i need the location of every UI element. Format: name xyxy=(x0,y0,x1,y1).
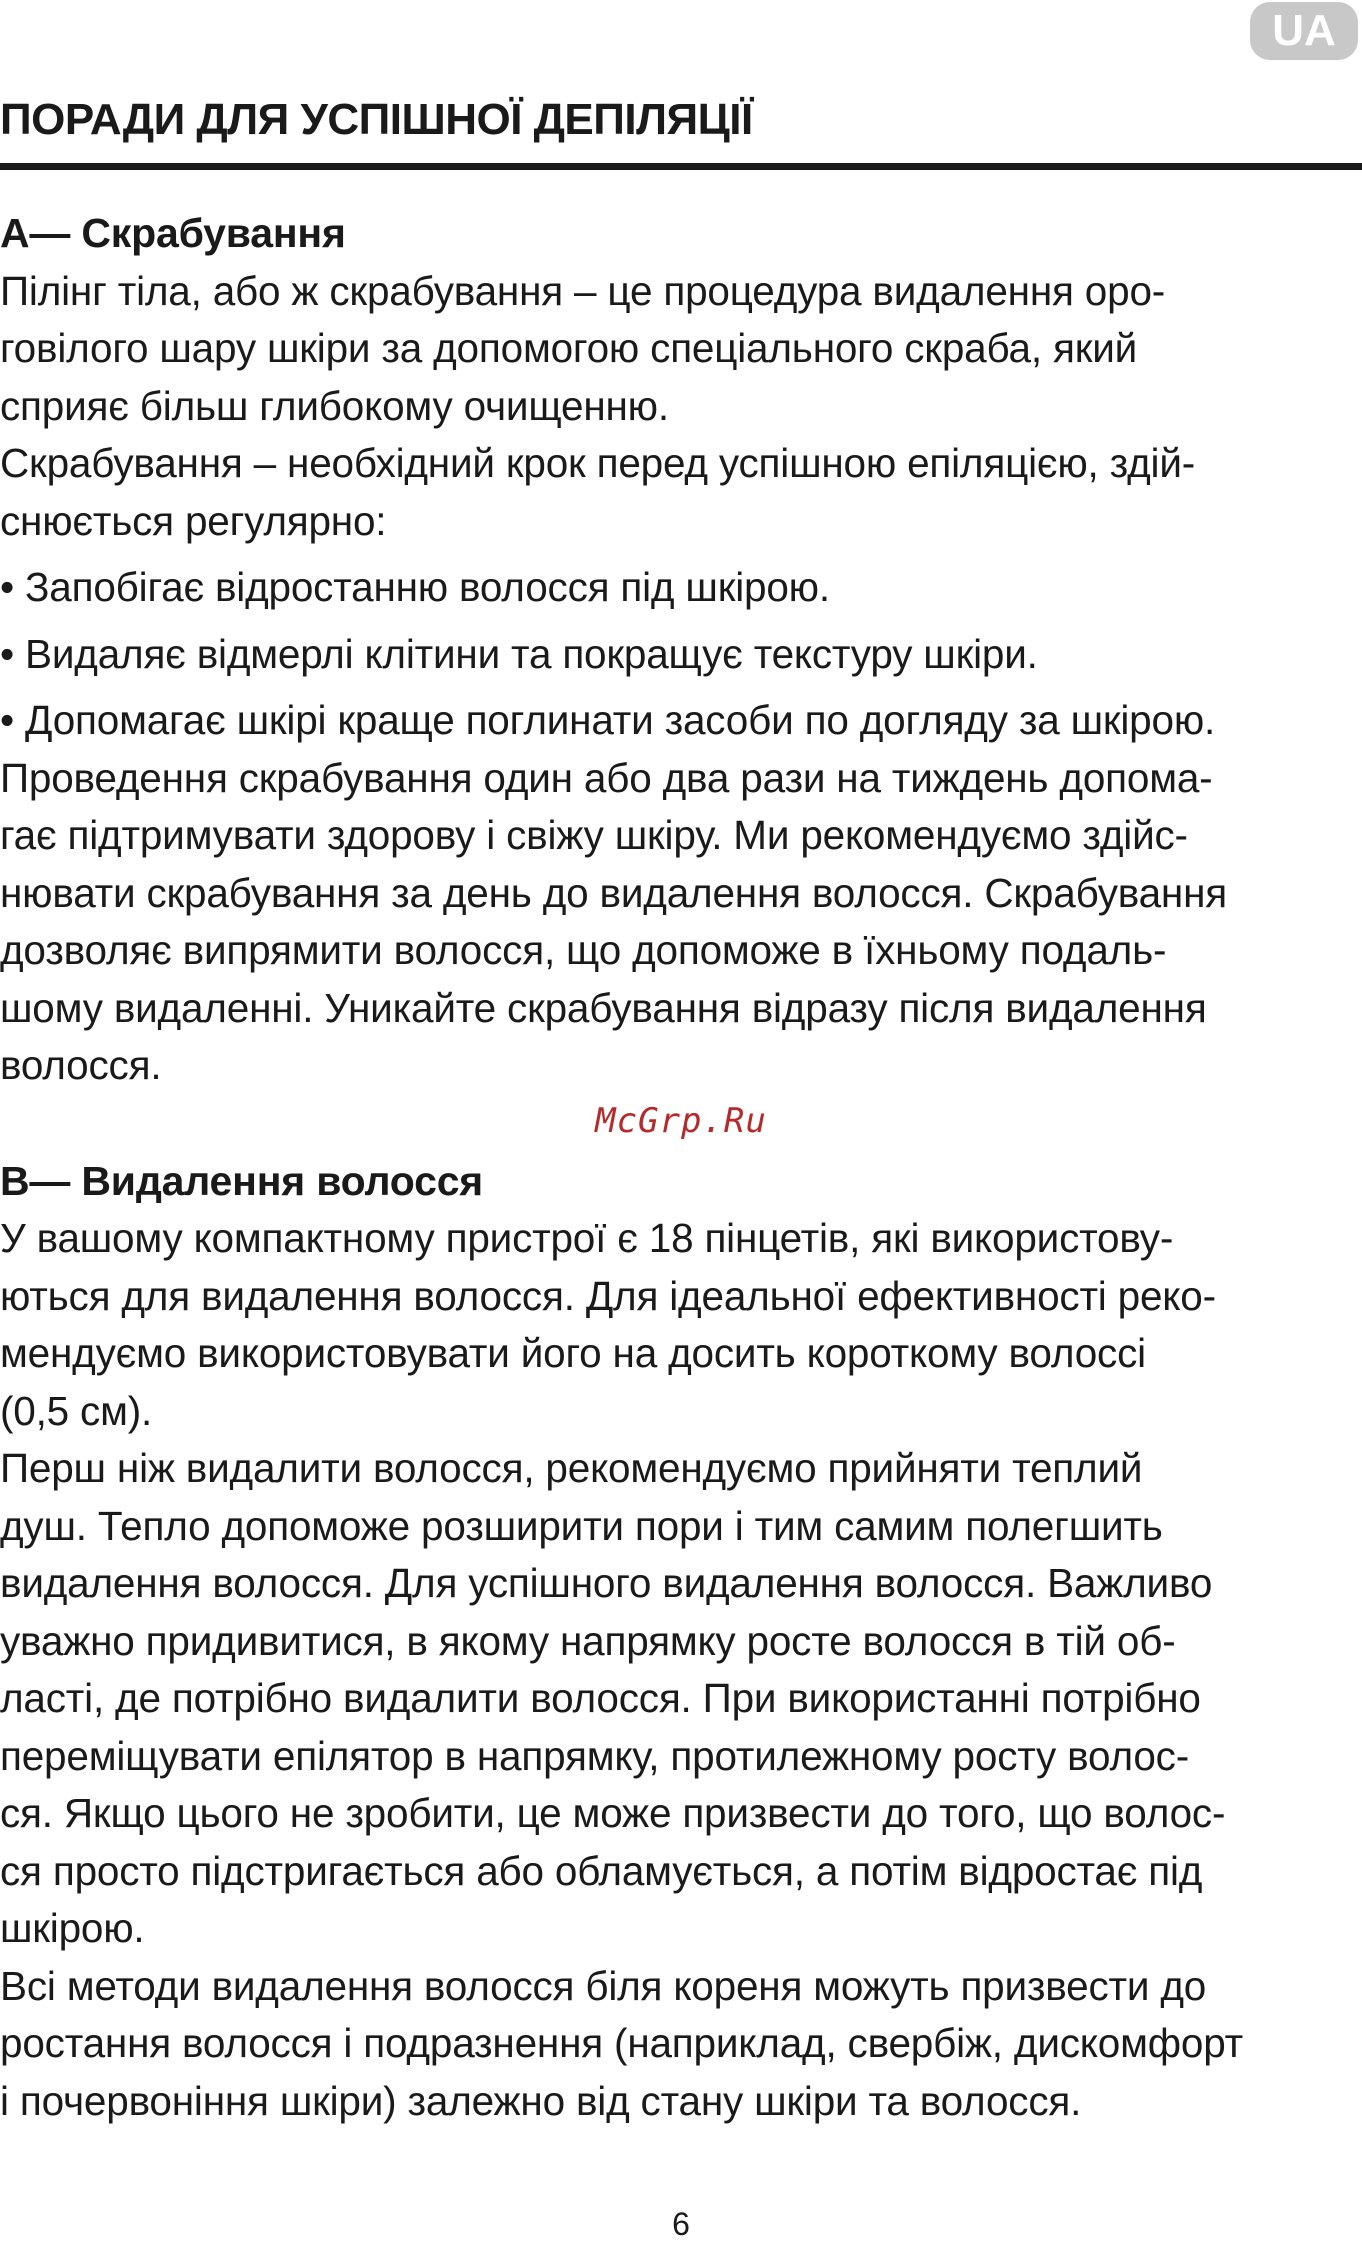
text-line: гає підтримувати здорову і свіжу шкіру. Ми рекомендуємо здійс- xyxy=(0,812,1188,858)
text-line: дозволяє випрямити волосся, що допоможе в їхньому подаль- xyxy=(0,927,1167,973)
text-line: сприяє більш глибокому очищенню. xyxy=(0,382,669,429)
language-badge: UA xyxy=(1250,2,1358,60)
text-line: шкірою. xyxy=(0,1905,145,1951)
section-scrubbing xyxy=(0,205,1362,1095)
paragraph xyxy=(0,1210,1362,1440)
section-hair-removal xyxy=(0,1153,1362,2131)
paragraph xyxy=(0,750,1362,1095)
section-heading-hair-removal: B— Видалення волосся xyxy=(0,1157,484,1204)
text-line: Перш ніж видалити волосся, рекомендуємо прийняти теплий xyxy=(0,1445,1143,1491)
text-line: волосся. xyxy=(0,1042,162,1088)
list-item: • Допомагає шкірі краще поглинати засоби по догляду за шкірою. xyxy=(0,697,1216,743)
text-line: мендуємо використовувати його на досить короткому волоссі xyxy=(0,1330,1146,1376)
text-line: нювати скрабування за день до видалення волосся. Скрабування xyxy=(0,869,1227,916)
page-title: ПОРАДИ ДЛЯ УСПІШНОЇ ДЕПІЛЯЦІЇ xyxy=(0,95,753,144)
text-line: ся. Якщо цього не зробити, це може призвести до того, що волос- xyxy=(0,1790,1226,1836)
text-line: ються для видалення волосся. Для ідеальної ефективності реко- xyxy=(0,1272,1216,1319)
document-body xyxy=(0,205,1362,2130)
benefits-list xyxy=(0,559,1362,750)
text-line: снюється регулярно: xyxy=(0,497,387,544)
paragraph xyxy=(0,435,1362,550)
text-line: уважно придивитися, в якому напрямку росте волосся в тій об- xyxy=(0,1617,1176,1664)
paragraph xyxy=(0,1958,1362,2131)
watermark-text: McGrp.Ru xyxy=(595,1100,767,1141)
section-heading-scrubbing: А— Скрабування xyxy=(0,210,346,256)
text-line: душ. Тепло допоможе розширити пори і тим самим полегшить xyxy=(0,1502,1163,1549)
text-line: і почервоніння шкіри) залежно від стану шкіри та волосся. xyxy=(0,2077,1082,2124)
text-line: Проведення скрабування один або два рази на тиждень допома- xyxy=(0,754,1213,801)
text-line: ся просто підстригається або обламується, а потім відростає під xyxy=(0,1847,1203,1894)
paragraph xyxy=(0,263,1362,436)
list-item: • Запобігає відростанню волосся під шкірою. xyxy=(0,564,830,610)
title-divider xyxy=(0,163,1362,170)
paragraph xyxy=(0,1440,1362,1958)
text-line: переміщувати епілятор в напрямку, протилежному росту волос- xyxy=(0,1732,1190,1779)
page-number: 6 xyxy=(672,2206,690,2242)
text-line: шому видаленні. Уникайте скрабування відразу після видалення xyxy=(0,984,1207,1031)
text-line: Всі методи видалення волосся біля кореня можуть призвести до xyxy=(0,1962,1207,2009)
text-line: (0,5 см). xyxy=(0,1387,153,1434)
text-line: ростання волосся і подразнення (наприклад, свербіж, дискомфорт xyxy=(0,2020,1243,2066)
text-line: говілого шару шкіри за допомогою спеціального скраба, який xyxy=(0,325,1138,371)
text-line: У вашому компактному пристрої є 18 пінцетів, які використову- xyxy=(0,1215,1174,1261)
text-line: Скрабування – необхідний крок перед успішною епіляцією, здій- xyxy=(0,440,1196,486)
text-line: Пілінг тіла, або ж скрабування – це процедура видалення оро- xyxy=(0,267,1166,314)
text-line: видалення волосся. Для успішного видалення волосся. Важливо xyxy=(0,1560,1213,1606)
list-item: • Видаляє відмерлі клітини та покращує текстуру шкіри. xyxy=(0,630,1038,677)
text-line: ласті, де потрібно видалити волосся. При використанні потрібно xyxy=(0,1675,1201,1721)
